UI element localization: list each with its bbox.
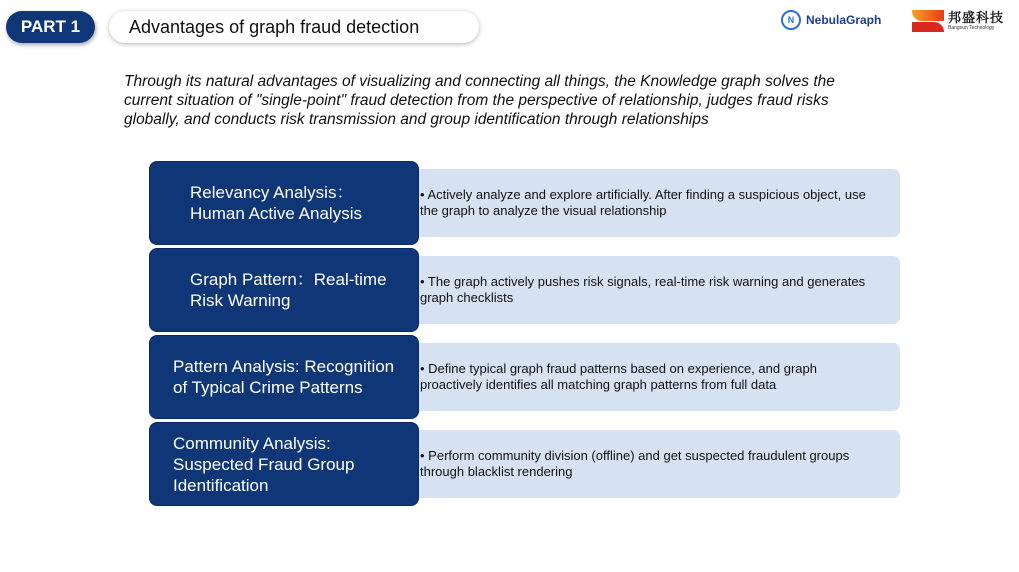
advantage-detail-panel [390, 343, 900, 411]
advantage-heading-text: Graph Pattern：Real-time Risk Warning [190, 270, 387, 310]
nebulagraph-logo-text: NebulaGraph [806, 13, 882, 27]
bangsun-logo-text-en: Bangsun Technology [948, 25, 995, 31]
advantage-heading-box [150, 423, 418, 505]
part-badge: PART 1 [6, 11, 95, 43]
advantage-heading-text: Community Analysis: Suspected Fraud Group Identification [173, 433, 355, 495]
advantage-row-graph-pattern [150, 249, 900, 331]
nebulagraph-logo [781, 8, 881, 32]
advantage-heading-text: Relevancy Analysis： Human Active Analysis [190, 183, 362, 223]
advantage-heading-box [150, 249, 418, 331]
advantage-detail-panel [390, 430, 900, 498]
advantage-detail-text: • Perform community division (offline) and get suspected fraudulent groups through blacklist rendering [420, 448, 850, 479]
slide-title-text: Advantages of graph fraud detection [129, 16, 420, 37]
advantage-heading-box [150, 162, 418, 244]
advantage-heading-box [150, 336, 418, 418]
bangsun-logo-icon [912, 10, 944, 32]
advantage-row-community-analysis [150, 423, 900, 505]
nebulagraph-logo-icon: N [781, 10, 801, 30]
advantage-row-relevancy [150, 162, 900, 244]
advantage-detail-text: • Actively analyze and explore artificially. After finding a suspicious object, use the graph to analyze the visual relationship [420, 187, 866, 218]
intro-paragraph: Through its natural advantages of visualizing and connecting all things, the Knowledge graph solves the current situation of "single-point" fraud detection from the perspective of relationship, judges fraud risks globally, and conducts risk transmission and group identification through relationships [124, 73, 835, 128]
advantage-detail-panel [390, 169, 900, 237]
advantage-detail-text: • Define typical graph fraud patterns based on experience, and graph proactively identifies all matching graph patterns from full data [420, 361, 817, 392]
advantage-row-pattern-analysis [150, 336, 900, 418]
advantage-detail-panel [390, 256, 900, 324]
slide-title [109, 11, 479, 43]
advantage-detail-text: • The graph actively pushes risk signals, real-time risk warning and generates graph checklists [420, 274, 866, 305]
advantage-heading-text: Pattern Analysis: Recognition of Typical Crime Patterns [173, 357, 395, 397]
bangsun-logo-text-cn: 邦盛科技 [948, 10, 1005, 25]
bangsun-logo [912, 8, 1004, 34]
